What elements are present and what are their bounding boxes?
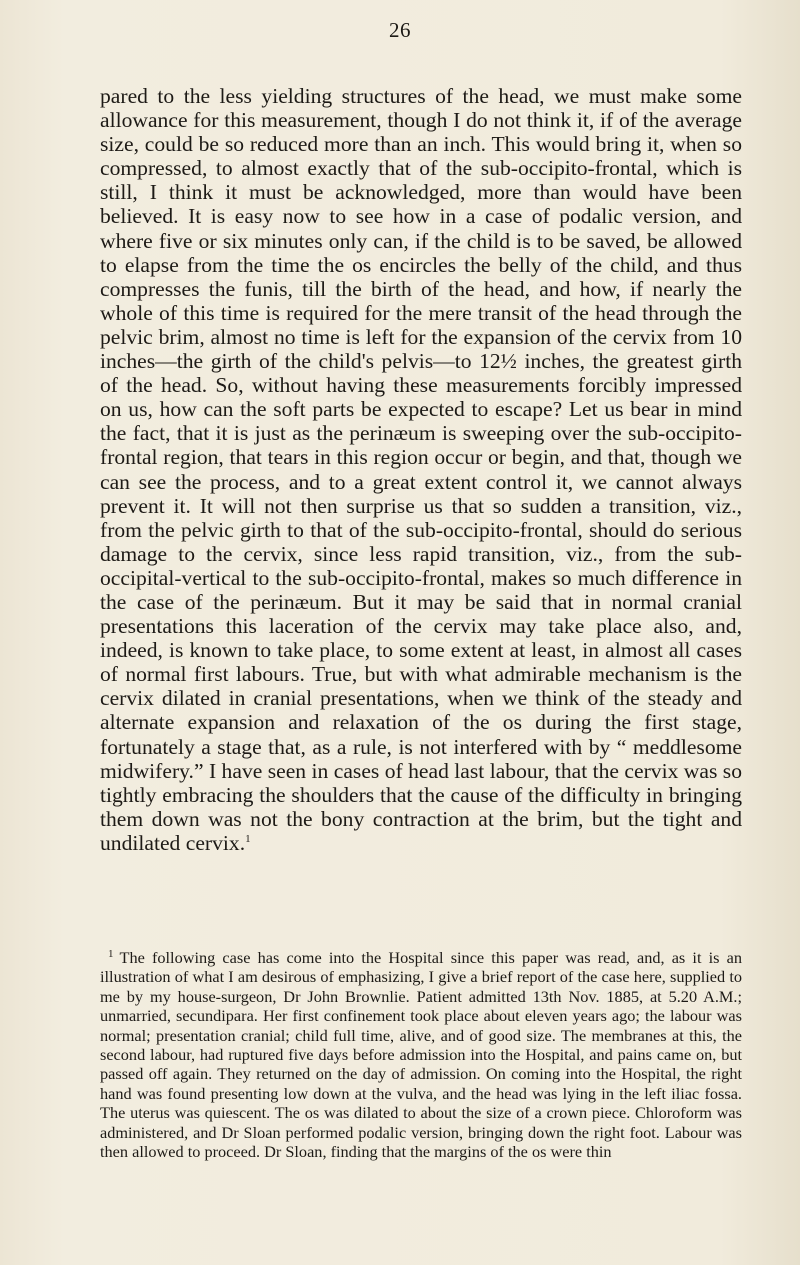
footnote-reference: 1 <box>245 832 251 845</box>
main-paragraph-text: pared to the less yielding structures of the head, we must make some allowance for this measurement, though I do not think it, if of the average size, could be so reduced more than an inch. This would bring it, when so compressed, to almost exactly that of the sub-occipito-frontal, which is still, I think it must be acknowledged, more than would have been believed. It is easy now to see how in a case of podalic version, and where five or six minutes only can, if the child is to be saved, be allowed to elapse from the time the os encircles the belly of the child, and thus compresses the funis, till the birth of the head, and how, if nearly the whole of this time is required for the mere transit of the head through the pelvic brim, almost no time is left for the expansion of the cervix from 10 inches—the girth of the child's pelvis—to 12½ inches, the greatest girth of the head. So, without having these measurements forcibly impressed on us, how can the soft parts be expected to escape? Let us bear in mind the fact, that it is just as the perinæum is sweeping over the sub-occipito-frontal region, that tears in this region occur or begin, and that, though we can see the process, and to a great extent control it, we cannot always prevent it. It will not then surprise us that so sudden a transition, viz., from the pelvic girth to that of the sub-occipito-frontal, should do serious damage to the cervix, since less rapid transition, viz., from the sub-occipital-vertical to the sub-occipito-frontal, makes so much difference in the case of the perinæum. But it may be said that in normal cranial presentations this laceration of the cervix may take place also, and, indeed, is known to take place, to some extent at least, in almost all cases of normal first labours. True, but with what admirable mechanism is the cervix dilated in cranial presentations, when we think of the steady and alternate expansion and relaxation of the os during the first stage, fortunately a stage that, as a rule, is not interfered with by “ meddlesome midwifery.” I have seen in cases of head last labour, that the cervix was so tightly embracing the shoulders that the cause of the difficulty in bringing them down was not the bony contraction at the brim, but the tight and undilated cervix. <box>100 84 742 855</box>
main-text-block <box>100 84 742 855</box>
footnote-block <box>100 948 742 1161</box>
main-paragraph <box>100 84 742 855</box>
footnote-marker: 1 <box>108 947 114 960</box>
footnote-paragraph <box>100 948 742 1161</box>
page-number: 26 <box>389 18 411 42</box>
footnote-text: The following case has come into the Hospital since this paper was read, and, as it is an illustration of what I am desirous of emphasizing, I give a brief report of the case here, supplied to me by my house-surgeon, Dr John Brownlie. Patient admitted 13th Nov. 1885, at 5.20 A.M.; unmarried, secundipara. Her first confinement took place about eleven years ago; the labour was normal; presentation cranial; child full time, alive, and of good size. The membranes at this, the second labour, had ruptured five days before admission into the Hospital, and pains came on, but passed off again. They returned on the day of admission. On coming into the Hospital, the right hand was found presenting low down at the vulva, and the head was lying in the left iliac fossa. The uterus was quiescent. The os was dilated to about the size of a crown piece. Chloroform was administered, and Dr Sloan performed podalic version, bringing down the right foot. Labour was then allowed to proceed. Dr Sloan, finding that the margins of the os were thin <box>100 948 742 1162</box>
